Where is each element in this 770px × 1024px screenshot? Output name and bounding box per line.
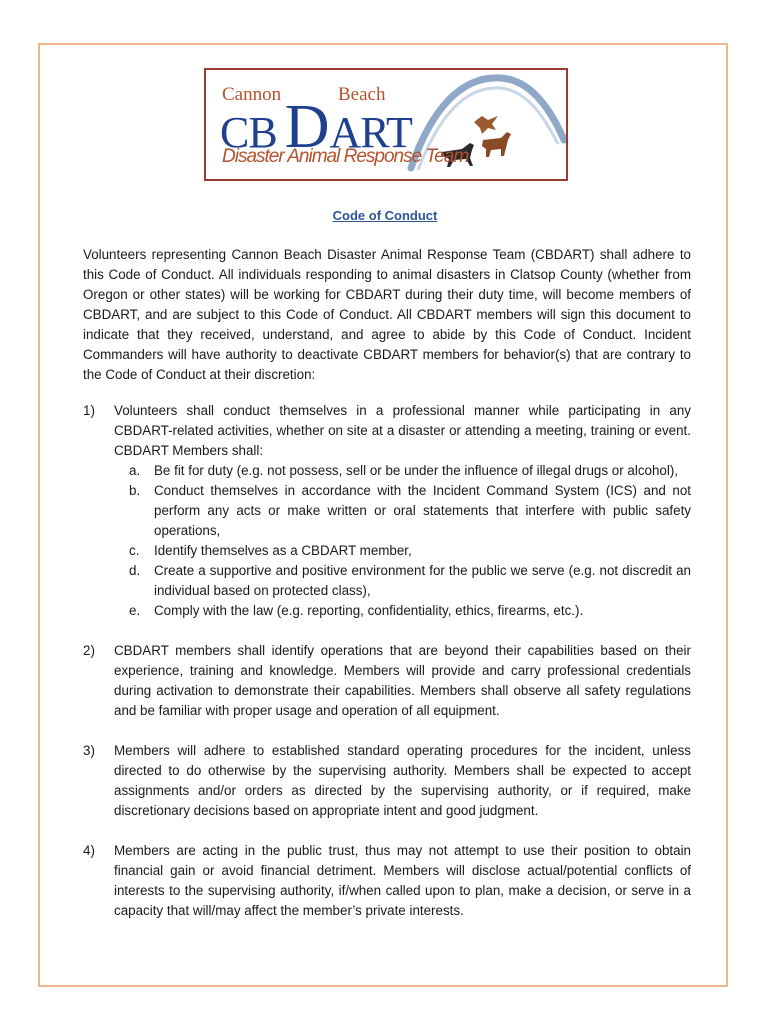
list-item-marker: 3) [83, 743, 95, 758]
sub-item-text: Conduct themselves in accordance with the Incident Command System (ICS) and not perform any acts or make written or oral statements that interfere with public safety operations, [154, 483, 691, 538]
list-item-text: Members are acting in the public trust, thus may not attempt to use their position to obtain financial gain or avoid financial detriment. Members will disclose actual/potential conflicts of interests to the supervising authority, if/when called upon to plan, make a decision, or serve in a capacity that will/may affect the member’s private interests. [114, 843, 691, 918]
document-title: Code of Conduct [332, 208, 438, 223]
sub-item-text: Create a supportive and positive environment for the public we serve (e.g. not discredit an individual based on protected class), [154, 563, 691, 598]
logo-d-text: D [284, 93, 330, 161]
sub-list-item [129, 541, 691, 561]
list-item-text: Volunteers shall conduct themselves in a professional manner while participating in any CBDART-related activities, whether on site at a disaster or attending a meeting, training or event. CBDART Members shall: [114, 403, 691, 458]
sub-item-marker: c. [129, 543, 140, 558]
list-item [83, 841, 691, 921]
logo-tagline: Disaster Animal Response Team [222, 146, 469, 167]
sub-item-marker: d. [129, 563, 141, 578]
logo-cb-text: CB [220, 108, 277, 157]
sub-item-marker: e. [129, 603, 141, 618]
sub-list-item [129, 481, 691, 541]
logo-beach-text: Beach [338, 84, 386, 105]
bird-icon [474, 116, 498, 134]
sub-list [114, 461, 691, 621]
sub-list-item [129, 461, 691, 481]
list-item [83, 741, 691, 821]
logo-art-text: ART [329, 108, 412, 157]
list-item [83, 401, 691, 621]
sub-item-text: Be fit for duty (e.g. not possess, sell or be under the influence of illegal drugs or alcohol), [154, 463, 679, 478]
intro-paragraph: Volunteers representing Cannon Beach Disaster Animal Response Team (CBDART) shall adhere to this Code of Conduct. All individuals responding to animal disasters in Clatsop County (whether from Oregon or other states) will be working for CBDART during their duty time, will become members of CBDART, and are subject to this Code of Conduct. All CBDART members will sign this document to indicate that they received, understand, and agree to abide by this Code of Conduct. Incident Commanders will have authority to deactivate CBDART members for behavior(s) that are contrary to the Code of Conduct at their discretion: [83, 247, 691, 382]
cbdart-logo [204, 68, 568, 181]
horse-icon [482, 132, 511, 157]
sub-item-marker: b. [129, 483, 141, 498]
logo-cannon-text: Cannon [222, 84, 282, 105]
list-item-marker: 1) [83, 403, 95, 418]
sub-item-marker: a. [129, 463, 141, 478]
sub-item-text: Identify themselves as a CBDART member, [154, 543, 412, 558]
list-item-text: Members will adhere to established standard operating procedures for the incident, unless directed to do otherwise by the supervising authority. Members shall be expected to accept assignments and/or orders as directed by the supervising authority, or if required, make discretionary decisions based on appropriate intent and good judgment. [114, 743, 691, 818]
sub-item-text: Comply with the law (e.g. reporting, confidentiality, ethics, firearms, etc.). [154, 603, 584, 618]
sub-list-item [129, 561, 691, 601]
list-item-marker: 2) [83, 643, 95, 658]
sub-list-item [129, 601, 691, 621]
list-item-text: CBDART members shall identify operations that are beyond their capabilities based on their experience, training and knowledge. Members will provide and carry professional credentials during activation to demonstrate their capabilities. Members shall observe all safety regulations and be familiar with proper usage and operation of all equipment. [114, 643, 691, 718]
list-item [83, 641, 691, 721]
conduct-list [83, 401, 691, 921]
list-item-marker: 4) [83, 843, 95, 858]
